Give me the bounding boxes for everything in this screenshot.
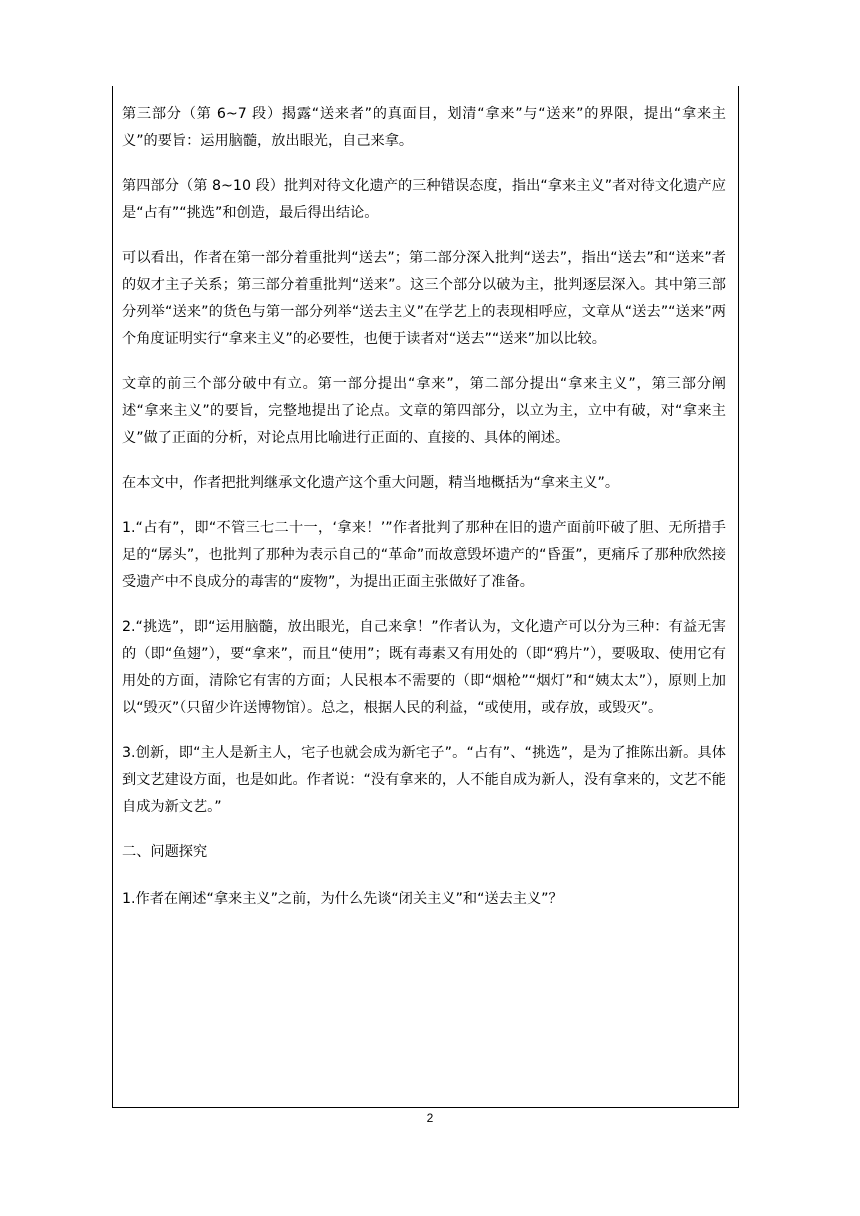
paragraph-analysis-structure: 可以看出，作者在第一部分着重批判“送去”；第二部分深入批判“送去”，指出“送去”和“送来”者的奴才主子关系；第三部分着重批判“送来”。这三个部分以破为主，批判逐层深入。其中第三部分列举“送来”的货色与第一部分列举“送去主义”在学艺上的表现相呼应，文章从“送去”“送来”两个角度证明实行“拿来主义”的必要性，也便于读者对“送去”“送来”加以比较。 [122, 250, 726, 347]
paragraph-break-and-establish: 文章的前三个部分破中有立。第一部分提出“拿来”，第二部分提出“拿来主义”，第三部分阐述“拿来主义”的要旨，完整地提出了论点。文章的第四部分，以立为主，立中有破，对“拿来主义”做了正面的分析，对论点用比喻进行正面的、直接的、具体的阐述。 [122, 376, 726, 446]
paragraph-part-four: 第四部分（第 8~10 段）批判对待文化遗产的三种错误态度，指出“拿来主义”者对待文化遗产应是“占有”“挑选”和创造，最后得出结论。 [122, 178, 726, 221]
paragraph-point-select: 2.“挑选”，即“运用脑髓，放出眼光，自己来拿！”作者认为，文化遗产可以分为三种：有益无害的（即“鱼翅”），要“拿来”，而且“使用”；既有毒素又有用处的（即“鸦片”），要吸取、使用它有用处的方面，清除它有害的方面；人民根本不需要的（即“烟枪”“烟灯”和“姨太太”），原则上加以“毁灭”（只留少许送博物馆）。总之，根据人民的利益，“或使用，或存放，或毁灭”。 [122, 619, 726, 716]
document-text [122, 101, 726, 931]
paragraph-part-three: 第三部分（第 6~7 段）揭露“送来者”的真面目，划清“拿来”与“送来”的界限，提出“拿来主义”的要旨：运用脑髓，放出眼光，自己来拿。 [122, 106, 726, 149]
paragraph-summary: 在本文中，作者把批判继承文化遗产这个重大问题，精当地概括为“拿来主义”。 [122, 475, 620, 491]
question-1: 1.作者在阐述“拿来主义”之前，为什么先谈“闭关主义”和“送去主义”？ [122, 891, 563, 907]
paragraph-point-innovate: 3.创新，即“主人是新主人，宅子也就会成为新宅子”。“占有”、“挑选”，是为了推陈出新。具体到文艺建设方面，也是如此。作者说：“没有拿来的，人不能自成为新人，没有拿来的，文艺不能自成为新文艺。” [122, 745, 726, 815]
page-number: 2 [426, 1111, 434, 1125]
content-table-cell [112, 86, 739, 1108]
paragraph-point-possess: 1.“占有”，即“不管三七二十一，‘拿来！’”作者批判了那种在旧的遗产面前吓破了胆、无所措手足的“孱头”，也批判了那种为表示自己的“革命”而故意毁坏遗产的“昏蛋”，更痛斥了那种欣然接受遗产中不良成分的毒害的“废物”，为提出正面主张做好了准备。 [122, 520, 726, 590]
section-heading-question-inquiry: 二、问题探究 [122, 844, 208, 860]
